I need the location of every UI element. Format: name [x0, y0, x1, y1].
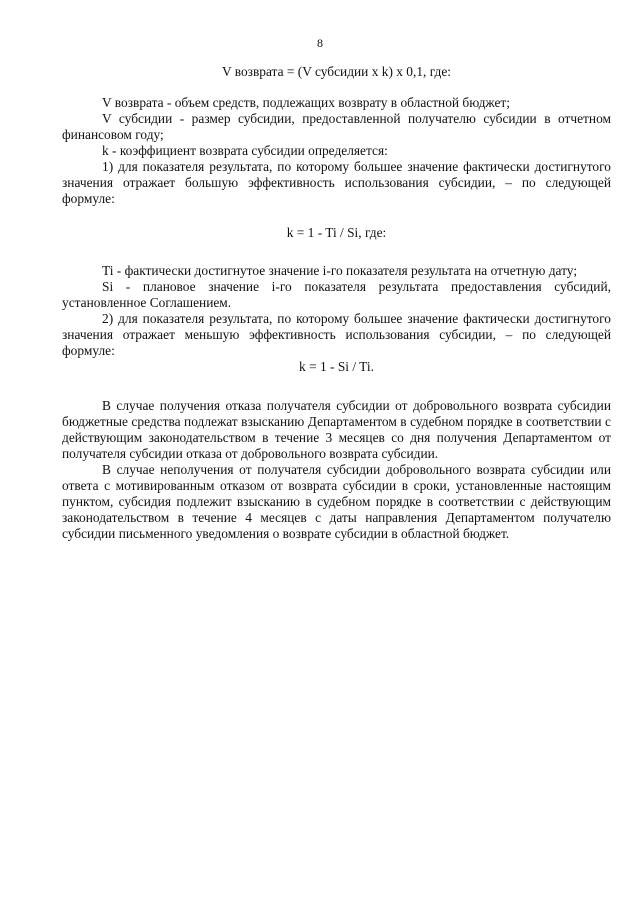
case-2-paragraph: 2) для показателя результата, по которому большее значение фактически достигнутого значения отражает меньшую эффективность использования субсидии, – по следующей формуле: [62, 311, 611, 358]
definition-ti: Ti - фактически достигнутое значение i-го показателя результата на отчетную дату; [102, 263, 578, 278]
page-number: 8 [317, 36, 323, 50]
formula-k-case-1: k = 1 - Ti / Si, где: [286, 225, 387, 240]
definition-v-subsidy: V субсидии - размер субсидии, предоставленной получателю субсидии в отчетном финансовом году; [62, 111, 611, 142]
case-1-paragraph: 1) для показателя результата, по которому большее значение фактически достигнутого значения отражает большую эффективность использования субсидии, – по следующей формуле: [62, 159, 611, 206]
definition-si: Si - плановое значение i-го показателя результата предоставления субсидий, установленное Соглашением. [62, 279, 611, 310]
definition-k: k - коэффициент возврата субсидии определяется: [102, 143, 388, 158]
formula-return-volume: V возврата = (V субсидии x k) x 0,1, где: [221, 64, 452, 79]
paragraph-non-receipt: В случае неполучения от получателя субсидии добровольного возврата субсидии или ответа с мотивированным отказом от возврата субсидии в сроки, установленные настоящим пунктом, субсидия подлежит взысканию в судебном порядке в соответствии с действующим законодательством в течение 4 месяцев с даты направления Департаментом получателю субсидии письменного уведомления о возврате субсидии в областной бюджет. [62, 462, 611, 541]
definition-v-return: V возврата - объем средств, подлежащих возврату в областной бюджет; [102, 95, 510, 110]
document-body [62, 60, 611, 542]
formula-k-case-2: k = 1 - Si / Ti. [299, 359, 374, 374]
paragraph-refusal: В случае получения отказа получателя субсидии от добровольного возврата субсидии бюджетные средства подлежат взысканию Департаментом в судебном порядке в соответствии с действующим законодательством в течение 3 месяцев со дня получения Департаментом от получателя субсидии отказа от добровольного возврата субсидии. [62, 398, 611, 461]
